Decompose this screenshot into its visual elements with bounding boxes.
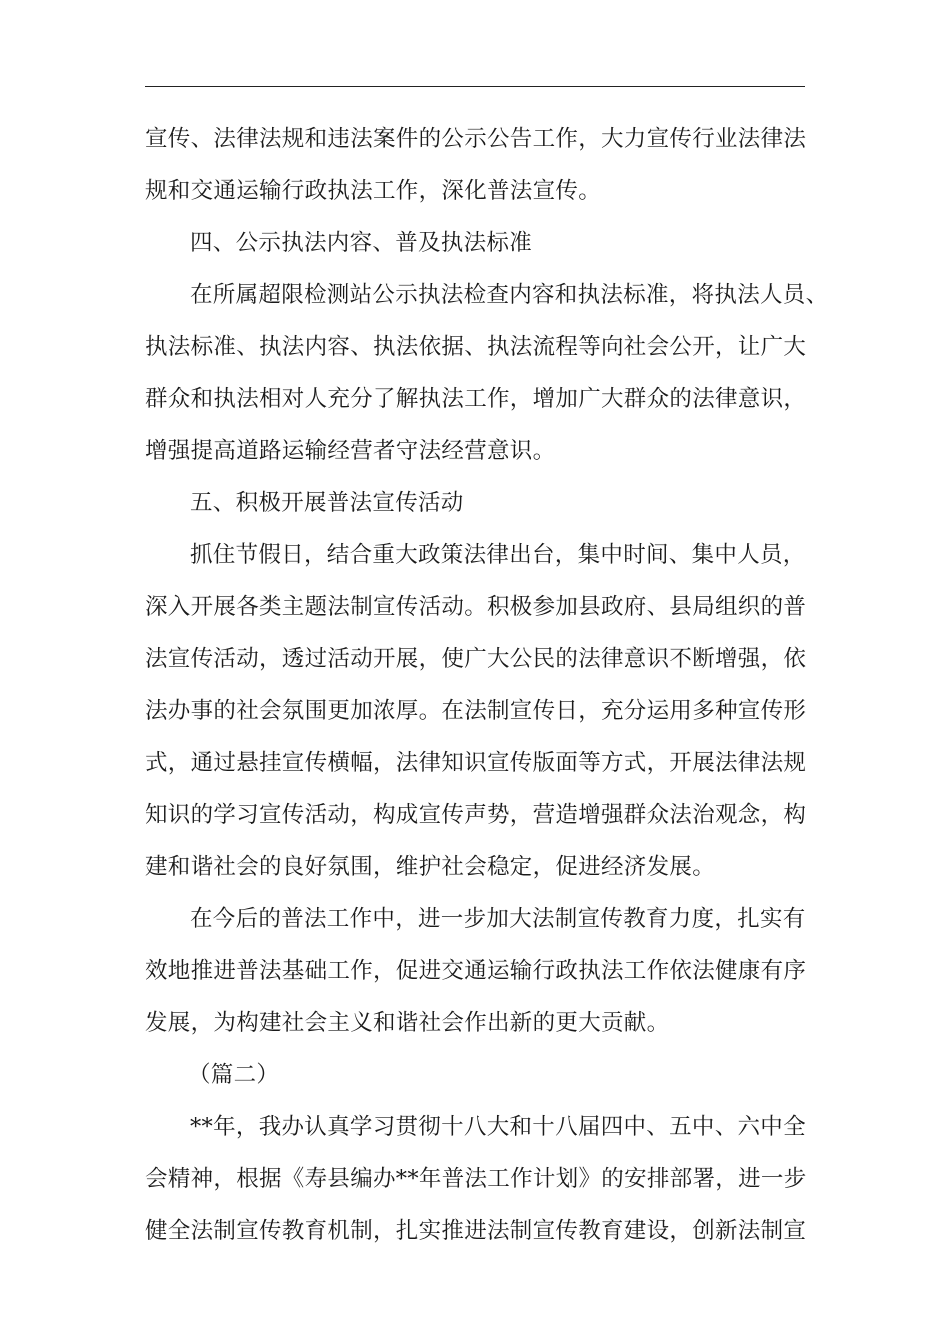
text-line: **年，我办认真学习贯彻十八大和十八届四中、五中、六中全: [190, 1114, 806, 1140]
text-line: 执法标准、执法内容、执法依据、执法流程等向社会公开，让广大: [145, 334, 807, 360]
text-line: 健全法制宣传教育机制，扎实推进法制宣传教育建设，创新法制宣: [145, 1218, 807, 1244]
text-line: 效地推进普法基础工作，促进交通运输行政执法工作依法健康有序: [145, 958, 807, 984]
section-heading-5: 五、积极开展普法宣传活动: [190, 490, 464, 516]
text-line: 在所属超限检测站公示执法检查内容和执法标准，将执法人员、: [190, 282, 829, 308]
text-line: 法宣传活动，透过活动开展，使广大公民的法律意识不断增强，依: [145, 646, 807, 672]
header-rule: [145, 86, 805, 87]
text-line: 增强提高道路运输经营者守法经营意识。: [145, 438, 556, 464]
text-line: 深入开展各类主题法制宣传活动。积极参加县政府、县局组织的普: [145, 594, 807, 620]
text-line: 会精神，根据《寿县编办**年普法工作计划》的安排部署，进一步: [145, 1166, 807, 1192]
text-line: 宣传、法律法规和违法案件的公示公告工作，大力宣传行业法律法: [145, 126, 807, 152]
text-line: 建和谐社会的良好氛围，维护社会稳定，促进经济发展。: [145, 854, 716, 880]
text-line: 式，通过悬挂宣传横幅，法律知识宣传版面等方式，开展法律法规: [145, 750, 807, 776]
text-line: 规和交通运输行政执法工作，深化普法宣传。: [145, 178, 602, 204]
part-heading: （篇二）: [188, 1062, 280, 1088]
text-line: 法办事的社会氛围更加浓厚。在法制宣传日，充分运用多种宣传形: [145, 698, 807, 724]
text-line: 知识的学习宣传活动，构成宣传声势，营造增强群众法治观念，构: [145, 802, 807, 828]
section-heading-4: 四、公示执法内容、普及执法标准: [190, 230, 533, 256]
text-line: 抓住节假日，结合重大政策法律出台，集中时间、集中人员，: [190, 542, 806, 568]
body-text: [145, 113, 829, 1257]
text-line: 在今后的普法工作中，进一步加大法制宣传教育力度，扎实有: [190, 906, 806, 932]
text-line: 发展，为构建社会主义和谐社会作出新的更大贡献。: [145, 1010, 670, 1036]
text-line: 群众和执法相对人充分了解执法工作，增加广大群众的法律意识，: [145, 386, 807, 412]
